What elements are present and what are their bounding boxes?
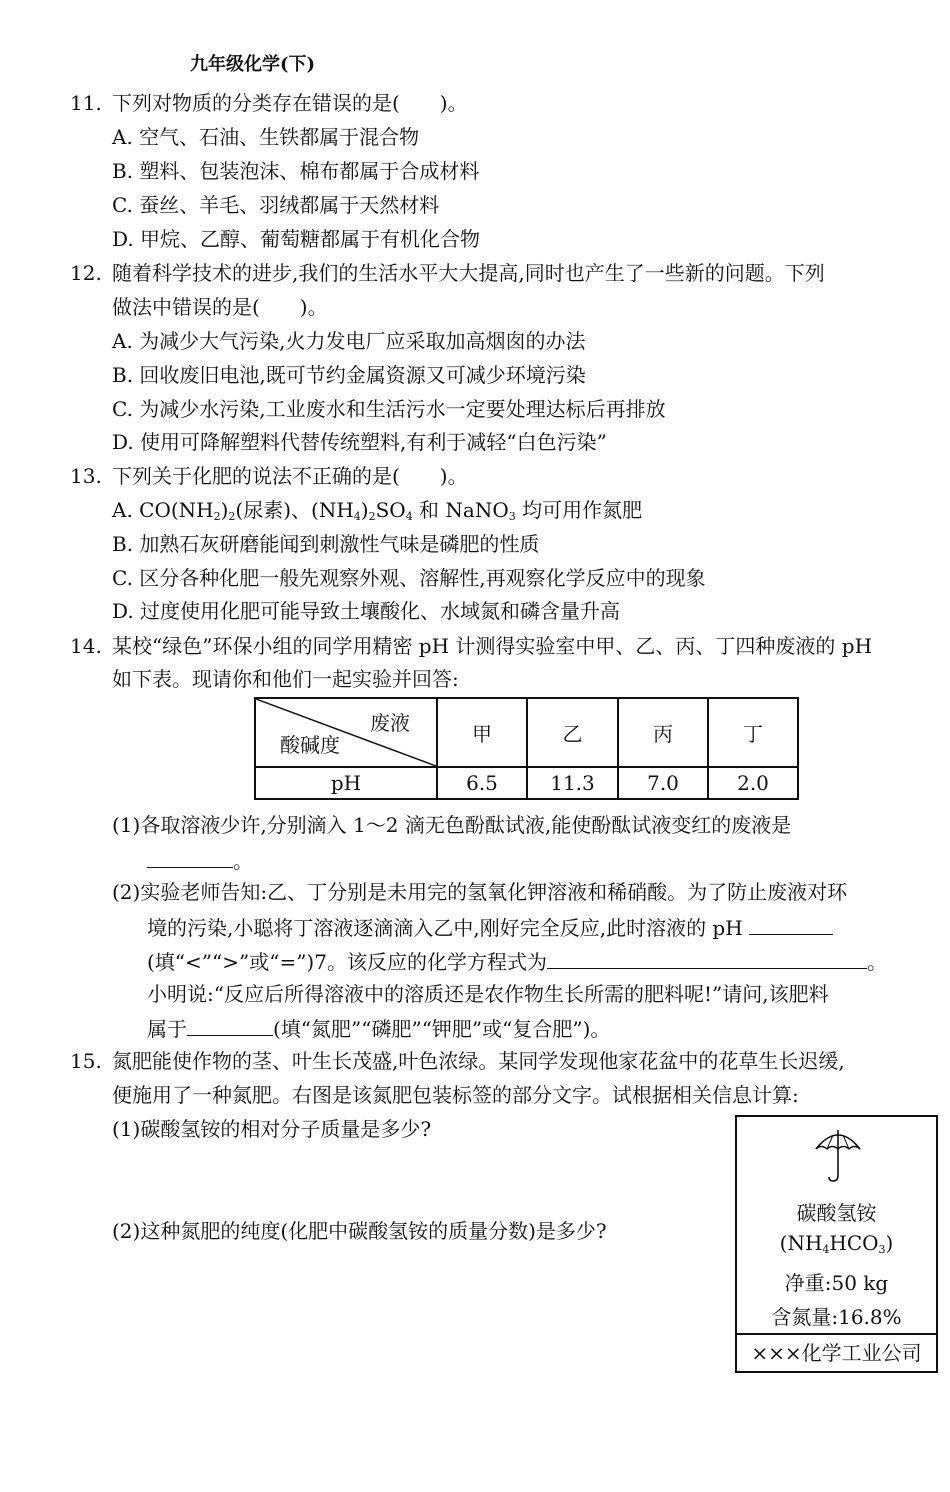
q13-option-b: B. 加熟石灰研磨能闻到刺激性气味是磷肥的性质	[112, 532, 540, 556]
table-cell: 6.5	[437, 767, 527, 799]
q12-option-d: D. 使用可降解塑料代替传统塑料,有利于减轻“白色污染”	[112, 430, 607, 454]
q13-option-d: D. 过度使用化肥可能导致土壤酸化、水域氮和磷含量升高	[112, 599, 621, 623]
answer-blank[interactable]	[187, 1017, 273, 1036]
q14-part2-line3: (填“<”“>”或“=”)7。该反应的化学方程式为 。	[147, 950, 887, 974]
q12-option-a: A. 为减少大气污染,火力发电厂应采取加高烟囱的办法	[112, 329, 586, 353]
column-header: 甲	[437, 698, 527, 767]
label-net-weight: 净重:50 kg	[784, 1271, 889, 1295]
q14-part2-line4: 小明说:“反应后所得溶液中的溶质还是农作物生长所需的肥料呢!”请问,该肥料	[147, 982, 829, 1006]
q14-part2-line5: 属于 (填“氮肥”“磷肥”“钾肥”或“复合肥”)。	[147, 1017, 611, 1041]
label-company: ×××化学工业公司	[737, 1333, 936, 1371]
answer-blank[interactable]	[547, 950, 867, 969]
q12-option-c: C. 为减少水污染,工业废水和生活污水一定要处理达标后再排放	[112, 397, 666, 421]
table-cell: 2.0	[708, 767, 798, 799]
corner-bottom-label: 酸碱度	[280, 733, 340, 757]
umbrella-icon	[813, 1125, 863, 1185]
q11-option-a: A. 空气、石油、生铁都属于混合物	[112, 125, 420, 149]
q13-stem: 下列关于化肥的说法不正确的是( )。	[112, 464, 468, 488]
q15-part1: (1)碳酸氢铵的相对分子质量是多少?	[112, 1117, 432, 1141]
q12-stem-line1: 随着科学技术的进步,我们的生活水平大大提高,同时也产生了一些新的问题。下列	[112, 261, 825, 285]
q15-stem-line1: 氮肥能使作物的茎、叶生长茂盛,叶色浓绿。某同学发现他家花盆中的花草生长迟缓,	[112, 1049, 845, 1073]
table-cell: 7.0	[618, 767, 708, 799]
q14-part1-answer: 。	[147, 849, 253, 871]
q11-number: 11.	[70, 91, 102, 115]
q13-option-c: C. 区分各种化肥一般先观察外观、溶解性,再观察化学反应中的现象	[112, 566, 706, 590]
label-nitrogen-content: 含氮量:16.8%	[771, 1305, 902, 1329]
ph-table	[254, 697, 799, 800]
q14-part2-line1: (2)实验老师告知:乙、丁分别是未用完的氢氧化钾溶液和稀硝酸。为了防止废液对环	[112, 880, 848, 904]
column-header: 丙	[618, 698, 708, 767]
column-header: 丁	[708, 698, 798, 767]
q11-stem: 下列对物质的分类存在错误的是( )。	[112, 91, 468, 115]
q11-option-c: C. 蚕丝、羊毛、羽绒都属于天然材料	[112, 193, 440, 217]
table-cell: 11.3	[527, 767, 618, 799]
label-product-name: 碳酸氢铵	[796, 1201, 877, 1225]
column-header: 乙	[527, 698, 618, 767]
answer-blank[interactable]	[147, 849, 233, 868]
q13-option-a: A. $CO(NH_2)_2$(尿素)、$(NH_4)_2SO_4$ 和 NaNO$_3$ 均可用作氮肥	[112, 498, 643, 523]
corner-top-label: 废液	[370, 711, 410, 735]
q14-stem-line2: 如下表。现请你和他们一起实验并回答:	[112, 667, 459, 691]
fertilizer-label	[735, 1115, 938, 1373]
q12-stem-line2: 做法中错误的是( )。	[112, 295, 328, 319]
q11-option-d: D. 甲烷、乙醇、葡萄糖都属于有机化合物	[112, 227, 481, 251]
q15-part2: (2)这种氮肥的纯度(化肥中碳酸氢铵的质量分数)是多少?	[112, 1219, 607, 1243]
table-corner-cell	[255, 698, 437, 767]
q12-option-b: B. 回收废旧电池,既可节约金属资源又可减少环境污染	[112, 363, 586, 387]
table-row	[255, 698, 798, 767]
q13-number: 13.	[70, 464, 102, 488]
q14-stem-line1: 某校“绿色”环保小组的同学用精密 pH 计测得实验室中甲、乙、丙、丁四种废液的 pH	[112, 634, 873, 658]
answer-blank[interactable]	[749, 916, 833, 935]
label-formula: $(NH_4HCO_3)$	[779, 1231, 894, 1256]
table-row	[255, 767, 798, 799]
q14-part2-line2: 境的污染,小聪将丁溶液逐滴滴入乙中,刚好完全反应,此时溶液的 pH	[147, 916, 833, 938]
q15-stem-line2: 便施用了一种氮肥。右图是该氮肥包装标签的部分文字。试根据相关信息计算:	[112, 1083, 799, 1107]
page-header: 九年级化学(下)	[190, 54, 316, 75]
q12-number: 12.	[70, 261, 102, 285]
row-label: pH	[255, 767, 437, 799]
q15-number: 15.	[70, 1049, 102, 1073]
q14-number: 14.	[70, 634, 102, 658]
q14-part1: (1)各取溶液少许,分别滴入 1～2 滴无色酚酞试液,能使酚酞试液变红的废液是	[112, 813, 792, 837]
q11-option-b: B. 塑料、包装泡沫、棉布都属于合成材料	[112, 159, 480, 183]
